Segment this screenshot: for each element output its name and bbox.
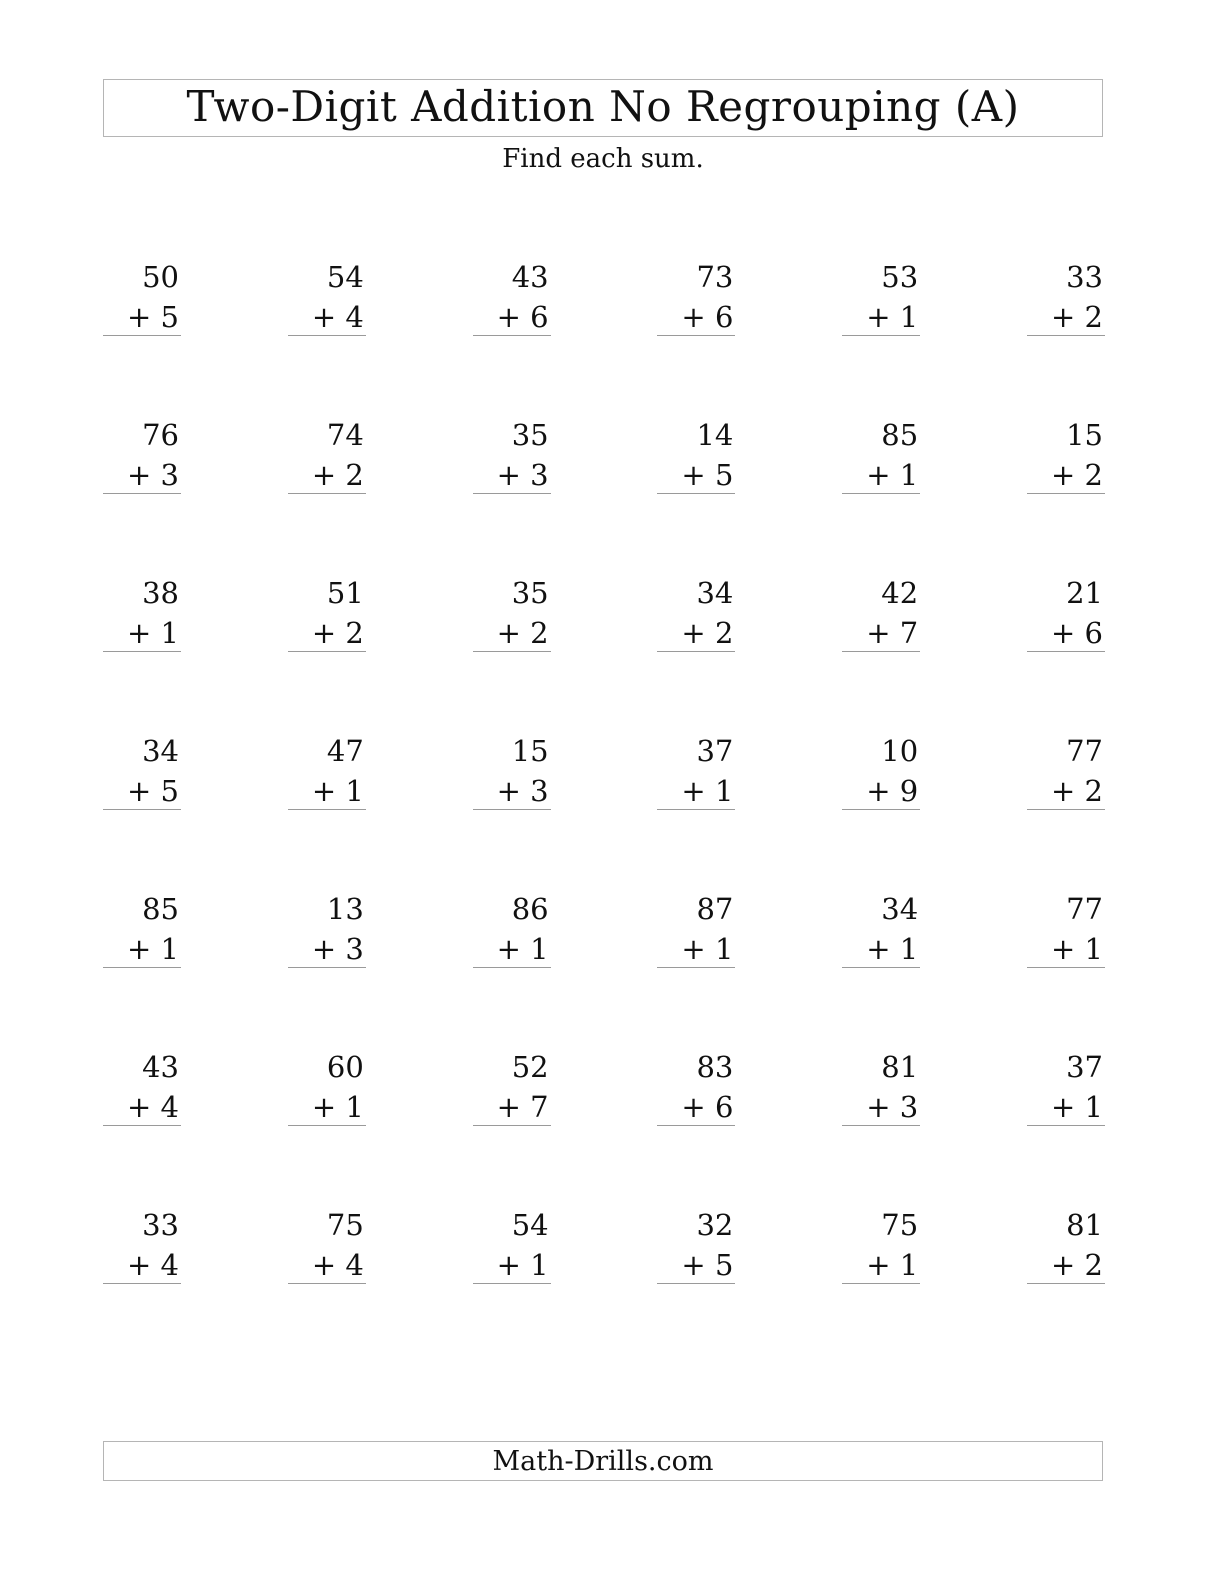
answer-line — [288, 493, 366, 494]
problem-r5-c6 — [1027, 889, 1105, 967]
problem-r3-c6 — [1027, 573, 1105, 651]
problem-r3-c3 — [473, 573, 551, 651]
addend-top: 14 — [696, 418, 734, 452]
addend-bottom: + 1 — [1051, 932, 1103, 966]
problem-r2-c6 — [1027, 415, 1105, 493]
problem-r7-c1 — [103, 1205, 181, 1283]
problem-r4-c6 — [1027, 731, 1105, 809]
answer-line — [473, 1125, 551, 1126]
problem-r6-c5 — [842, 1047, 920, 1125]
addend-top: 54 — [511, 1208, 549, 1242]
addend-bottom: + 7 — [866, 616, 919, 650]
answer-line — [1027, 335, 1105, 336]
problem-r2-c3 — [473, 415, 551, 493]
addend-bottom: + 1 — [496, 1248, 549, 1282]
answer-line — [1027, 651, 1105, 652]
problem-r7-c5 — [842, 1205, 920, 1283]
problem-r7-c3 — [473, 1205, 551, 1283]
addend-bottom: + 1 — [866, 300, 919, 334]
addend-bottom: + 5 — [127, 300, 179, 334]
problem-r7-c2 — [288, 1205, 366, 1283]
addend-bottom: + 6 — [681, 300, 734, 334]
addend-top: 85 — [881, 418, 919, 452]
addend-bottom: + 2 — [311, 616, 364, 650]
problem-r4-c4 — [657, 731, 735, 809]
title-box — [103, 79, 1103, 137]
problem-r1-c6 — [1027, 257, 1105, 335]
addend-bottom: + 9 — [866, 774, 919, 808]
answer-line — [1027, 809, 1105, 810]
addend-bottom: + 3 — [866, 1090, 919, 1124]
answer-line — [842, 651, 920, 652]
answer-line — [288, 651, 366, 652]
problem-r1-c1 — [103, 257, 181, 335]
answer-line — [473, 335, 551, 336]
problem-r7-c4 — [657, 1205, 735, 1283]
addend-top: 75 — [881, 1208, 919, 1242]
addend-top: 77 — [1066, 892, 1103, 926]
addend-top: 34 — [881, 892, 919, 926]
footer-site-name: Math-Drills.com — [492, 1445, 714, 1477]
addend-bottom: + 1 — [311, 774, 364, 808]
problem-r6-c3 — [473, 1047, 551, 1125]
addend-top: 33 — [142, 1208, 179, 1242]
addend-bottom: + 3 — [496, 458, 549, 492]
addend-top: 34 — [142, 734, 179, 768]
problem-r5-c2 — [288, 889, 366, 967]
addend-bottom: + 1 — [681, 932, 734, 966]
addend-top: 37 — [696, 734, 734, 768]
answer-line — [103, 1125, 181, 1126]
addend-bottom: + 5 — [127, 774, 179, 808]
answer-line — [288, 335, 366, 336]
addend-bottom: + 1 — [866, 932, 919, 966]
problem-r2-c5 — [842, 415, 920, 493]
addend-top: 43 — [511, 260, 549, 294]
answer-line — [473, 1283, 551, 1284]
addend-bottom: + 1 — [1051, 1090, 1103, 1124]
addend-top: 35 — [511, 576, 549, 610]
answer-line — [288, 967, 366, 968]
answer-line — [657, 493, 735, 494]
problem-r3-c1 — [103, 573, 181, 651]
problem-r6-c6 — [1027, 1047, 1105, 1125]
addend-top: 76 — [142, 418, 179, 452]
answer-line — [103, 335, 181, 336]
addend-top: 21 — [1066, 576, 1103, 610]
problem-r5-c5 — [842, 889, 920, 967]
answer-line — [657, 335, 735, 336]
answer-line — [473, 809, 551, 810]
addend-bottom: + 3 — [311, 932, 364, 966]
answer-line — [103, 967, 181, 968]
addend-top: 43 — [142, 1050, 179, 1084]
addend-bottom: + 1 — [866, 1248, 919, 1282]
addend-top: 38 — [142, 576, 179, 610]
addend-bottom: + 7 — [496, 1090, 549, 1124]
addend-top: 75 — [326, 1208, 364, 1242]
answer-line — [473, 967, 551, 968]
problem-r4-c1 — [103, 731, 181, 809]
addend-top: 15 — [1066, 418, 1103, 452]
addend-bottom: + 4 — [127, 1090, 179, 1124]
problem-grid — [103, 257, 1105, 1363]
addend-top: 35 — [511, 418, 549, 452]
addend-top: 13 — [326, 892, 364, 926]
answer-line — [1027, 1283, 1105, 1284]
answer-line — [1027, 1125, 1105, 1126]
problem-r3-c2 — [288, 573, 366, 651]
addend-top: 47 — [326, 734, 364, 768]
problem-r6-c2 — [288, 1047, 366, 1125]
answer-line — [842, 493, 920, 494]
addend-top: 15 — [511, 734, 549, 768]
addend-top: 73 — [696, 260, 734, 294]
addend-top: 74 — [326, 418, 364, 452]
addend-bottom: + 4 — [127, 1248, 179, 1282]
addend-top: 87 — [696, 892, 734, 926]
answer-line — [103, 651, 181, 652]
answer-line — [103, 493, 181, 494]
problem-r7-c6 — [1027, 1205, 1105, 1283]
addend-bottom: + 2 — [1051, 458, 1103, 492]
addend-bottom: + 1 — [866, 458, 919, 492]
answer-line — [842, 967, 920, 968]
answer-line — [657, 809, 735, 810]
addend-top: 83 — [696, 1050, 734, 1084]
addend-top: 51 — [326, 576, 364, 610]
addend-top: 50 — [142, 260, 179, 294]
problem-r1-c2 — [288, 257, 366, 335]
answer-line — [473, 493, 551, 494]
problem-r4-c3 — [473, 731, 551, 809]
addend-bottom: + 1 — [127, 932, 179, 966]
addend-top: 10 — [881, 734, 919, 768]
addend-top: 85 — [142, 892, 179, 926]
problem-r2-c1 — [103, 415, 181, 493]
problem-r4-c5 — [842, 731, 920, 809]
addend-top: 81 — [1066, 1208, 1103, 1242]
problem-r5-c4 — [657, 889, 735, 967]
addend-top: 33 — [1066, 260, 1103, 294]
addend-bottom: + 3 — [127, 458, 179, 492]
answer-line — [842, 1125, 920, 1126]
problem-r2-c2 — [288, 415, 366, 493]
answer-line — [1027, 967, 1105, 968]
answer-line — [103, 809, 181, 810]
page-title: Two-Digit Addition No Regrouping (A) — [186, 82, 1020, 131]
addend-bottom: + 4 — [311, 1248, 364, 1282]
problem-r6-c4 — [657, 1047, 735, 1125]
addend-bottom: + 1 — [681, 774, 734, 808]
addend-bottom: + 2 — [1051, 300, 1103, 334]
answer-line — [473, 651, 551, 652]
answer-line — [103, 1283, 181, 1284]
addend-bottom: + 5 — [681, 458, 734, 492]
answer-line — [842, 1283, 920, 1284]
answer-line — [657, 651, 735, 652]
addend-bottom: + 3 — [496, 774, 549, 808]
problem-r6-c1 — [103, 1047, 181, 1125]
answer-line — [842, 335, 920, 336]
addend-top: 53 — [881, 260, 919, 294]
answer-line — [657, 1125, 735, 1126]
addend-top: 52 — [511, 1050, 549, 1084]
addend-bottom: + 1 — [127, 616, 179, 650]
problem-r1-c5 — [842, 257, 920, 335]
addend-top: 42 — [881, 576, 919, 610]
problem-r5-c1 — [103, 889, 181, 967]
answer-line — [842, 809, 920, 810]
addend-bottom: + 2 — [496, 616, 549, 650]
addend-top: 77 — [1066, 734, 1103, 768]
problem-r2-c4 — [657, 415, 735, 493]
addend-top: 54 — [326, 260, 364, 294]
problem-r5-c3 — [473, 889, 551, 967]
addend-bottom: + 4 — [311, 300, 364, 334]
answer-line — [1027, 493, 1105, 494]
problem-r1-c4 — [657, 257, 735, 335]
instructions: Find each sum. — [502, 144, 704, 174]
addend-bottom: + 6 — [1051, 616, 1103, 650]
addend-top: 34 — [696, 576, 734, 610]
answer-line — [288, 1283, 366, 1284]
answer-line — [288, 1125, 366, 1126]
addend-bottom: + 2 — [1051, 774, 1103, 808]
footer-box — [103, 1441, 1103, 1481]
addend-bottom: + 1 — [496, 932, 549, 966]
answer-line — [657, 967, 735, 968]
problem-r3-c5 — [842, 573, 920, 651]
addend-top: 32 — [696, 1208, 734, 1242]
answer-line — [288, 809, 366, 810]
addend-bottom: + 2 — [311, 458, 364, 492]
addend-top: 37 — [1066, 1050, 1103, 1084]
problem-r1-c3 — [473, 257, 551, 335]
addend-bottom: + 2 — [1051, 1248, 1103, 1282]
addend-bottom: + 6 — [496, 300, 549, 334]
addend-bottom: + 6 — [681, 1090, 734, 1124]
problem-r4-c2 — [288, 731, 366, 809]
addend-top: 86 — [511, 892, 549, 926]
answer-line — [657, 1283, 735, 1284]
addend-bottom: + 2 — [681, 616, 734, 650]
addend-bottom: + 1 — [311, 1090, 364, 1124]
problem-r3-c4 — [657, 573, 735, 651]
addend-top: 81 — [881, 1050, 919, 1084]
addend-bottom: + 5 — [681, 1248, 734, 1282]
addend-top: 60 — [326, 1050, 364, 1084]
